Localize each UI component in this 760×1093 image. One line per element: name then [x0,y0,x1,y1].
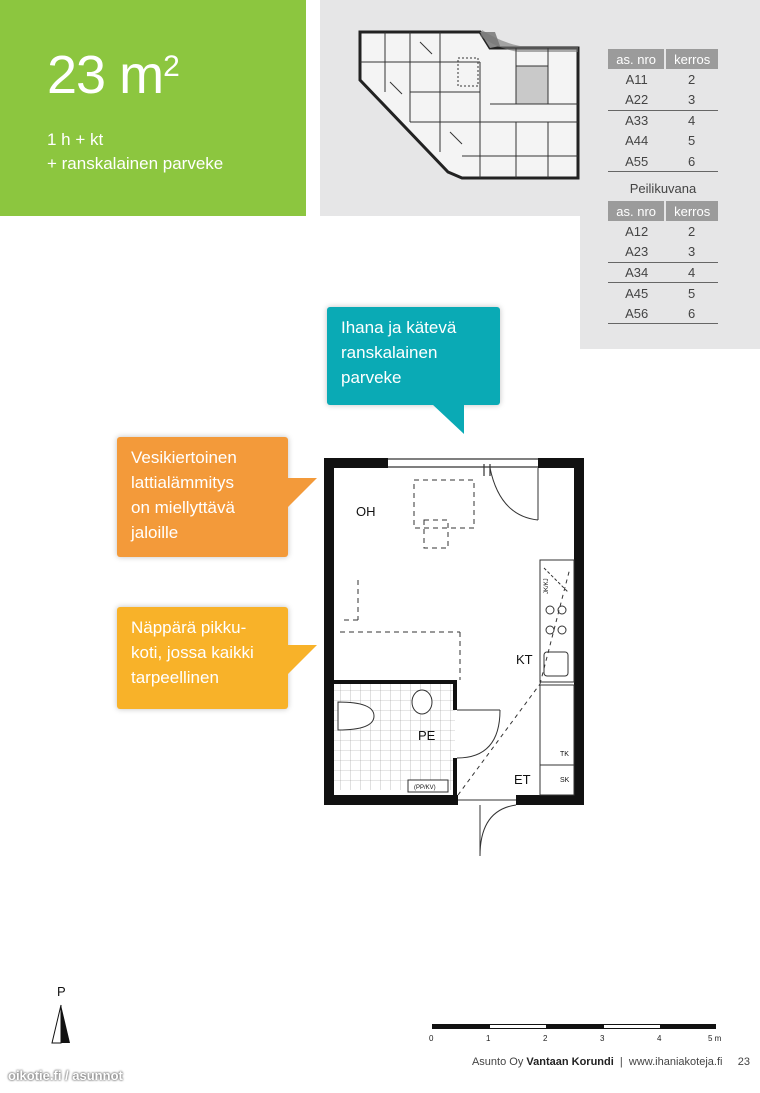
table-row: A34 4 [608,262,718,283]
scale-bar [424,1018,734,1048]
watermark: oikotie.fi / asunnot [8,1068,123,1083]
table-row: A44 5 [625,133,696,149]
apartment-summary-box [0,0,306,216]
table-row: A12 2 [625,223,696,239]
unit-table [608,49,718,172]
scale-tick-0: 0 [429,1034,434,1043]
room-label-bathroom: PE [418,728,436,743]
room-label-entrance: ET [514,772,531,787]
unit-number-header: as. nro [608,201,665,221]
table-row: A45 5 [625,285,696,301]
balcony-callout-tail [432,404,464,434]
table-row: A23 3 [608,242,718,263]
room-label-kitchen: KT [516,652,533,667]
closet-label-tk: TK [560,751,569,758]
balcony-callout: Ihana ja kätevä ranskalainen parveke [327,307,500,405]
unit-number-header: as. nro [608,49,665,69]
balcony-line: + ranskalainen parveke [47,154,224,173]
apartment-area [47,44,179,106]
table-row: A11 2 [625,71,696,87]
scale-tick-3: 3 [600,1034,605,1043]
company-name: Vantaan Korundi [526,1056,614,1068]
table-row: A22 3 [608,90,718,111]
table-row: A55 6 [608,151,718,172]
floor-heating-callout: Vesikiertoinen lattialämmitys on miellyttävä jaloille [117,437,288,557]
building-key-plan [350,22,586,186]
website-link[interactable]: www.ihaniakoteja.fi [628,1056,723,1068]
mirror-unit-table [608,201,718,324]
scale-tick-2: 2 [543,1034,548,1043]
table-row: A56 6 [608,303,718,324]
north-label: P [57,984,66,999]
compact-home-callout: Näppärä pikku- koti, jossa kaikki tarpeellinen [117,607,288,709]
table-row: A33 4 [625,113,696,128]
mirror-table-header [608,201,718,221]
scale-tick-4: 4 [657,1034,662,1043]
appliance-label: JK/KJ [544,578,550,594]
scale-tick-5: 5 m [708,1034,722,1043]
area-value: 23 m [47,45,164,105]
apartment-floor-plan [300,440,600,870]
floor-header: kerros [665,49,718,69]
washer-label: (PP/KV) [414,785,436,791]
mirror-image-label: Peilikuvana [629,181,697,196]
scale-tick-1: 1 [486,1034,491,1043]
floor-header: kerros [665,201,718,221]
area-unit-superscript: 2 [163,50,179,83]
room-label-living: OH [356,504,376,519]
unit-table-header [608,49,718,69]
rooms-line: 1 h + kt [47,130,104,149]
page-number: 23 [737,1056,750,1068]
page-footer: Asunto Oy Vantaan Korundi | www.ihaniakoteja.fi 23 [471,1056,750,1068]
north-arrow-icon [40,983,86,1047]
closet-label-sk: SK [560,777,570,784]
